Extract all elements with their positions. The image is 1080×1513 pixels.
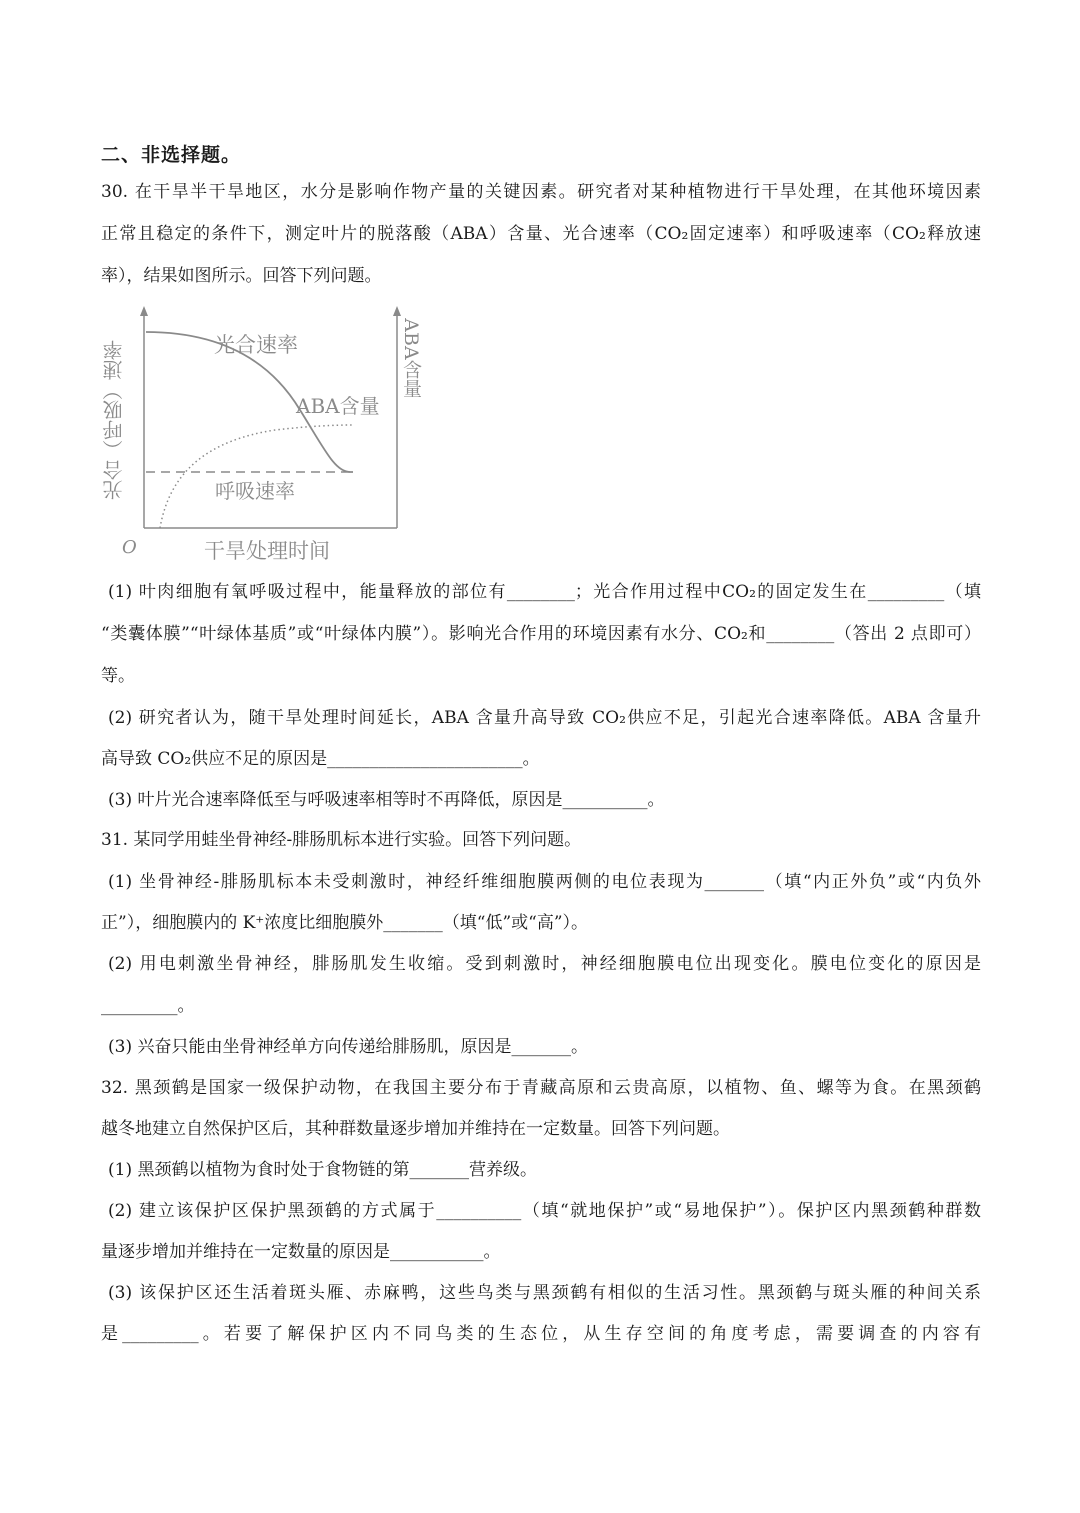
q30-sub2-line-2: 高导致 CO₂供应不足的原因是_______________________。 [101, 749, 540, 769]
q31-stem: 31. 某同学用蛙坐骨神经-腓肠肌标本进行实验。回答下列问题。 [101, 830, 582, 850]
q31-sub2-line-1: (2) 用电刺激坐骨神经，腓肠肌发生收缩。受到刺激时，神经细胞膜电位出现变化。膜电位变化的原因是 [108, 954, 981, 974]
q32-stem-line-1: 32. 黑颈鹤是国家一级保护动物，在我国主要分布于青藏高原和云贵高原，以植物、鱼、螺等为食。在黑颈鹤 [101, 1078, 981, 1098]
q30-sub1-line-1: (1) 叶肉细胞有氧呼吸过程中，能量释放的部位有________；光合作用过程中CO₂的固定发生在_________（填 [108, 582, 981, 602]
q32-sub1: (1) 黑颈鹤以植物为食时处于食物链的第_______营养级。 [108, 1160, 537, 1180]
q31-sub3: (3) 兴奋只能由坐骨神经单方向传递给腓肠肌，原因是_______。 [108, 1037, 588, 1057]
q32-sub2-line-1: (2) 建立该保护区保护黑颈鹤的方式属于__________（填“就地保护”或“易地保护”）。保护区内黑颈鹤种群数 [108, 1201, 981, 1221]
q30-sub1-line-2: “类囊体膜”“叶绿体基质”或“叶绿体内膜”）。影响光合作用的环境因素有水分、CO₂和________（答出 2 点即可） [101, 624, 981, 644]
q31-sub2-line-2: _________。 [101, 996, 195, 1016]
q31-sub1-line-2: 正”），细胞膜内的 K⁺浓度比细胞膜外_______（填“低”或“高”）。 [101, 913, 589, 933]
label-x-axis: 干旱处理时间 [204, 539, 330, 563]
q30-stem-line-2: 正常且稳定的条件下，测定叶片的脱落酸（ABA）含量、光合速率（CO₂固定速率）和呼吸速率（CO₂释放速 [101, 224, 981, 244]
q30-figure-graph [100, 300, 440, 570]
label-aba: ABA含量 [296, 394, 380, 418]
label-y-axis: 光合（呼吸）速率 [102, 340, 126, 500]
q30-sub3: (3) 叶片光合速率降低至与呼吸速率相等时不再降低，原因是__________。 [108, 790, 665, 810]
q32-stem-line-2: 越冬地建立自然保护区后，其种群数量逐步增加并维持在一定数量。回答下列问题。 [101, 1119, 730, 1139]
q30-figure [100, 300, 440, 570]
label-y2-axis: ABA含量 [400, 318, 422, 398]
q32-sub3-line-2: 是_________。若要了解保护区内不同鸟类的生态位，从生存空间的角度考虑，需要调查的内容有 [101, 1324, 981, 1344]
y2-axis-arrow-icon [393, 306, 401, 316]
q31-sub1-line-1: (1) 坐骨神经-腓肠肌标本未受刺激时，神经纤维细胞膜两侧的电位表现为_______（填“内正外负”或“内负外 [108, 872, 981, 892]
label-respiration: 呼吸速率 [215, 479, 295, 503]
section-title: 二、非选择题。 [101, 144, 242, 166]
q32-sub3-line-1: (3) 该保护区还生活着斑头雁、赤麻鸭，这些鸟类与黑颈鹤有相似的生活习性。黑颈鹤与斑头雁的种间关系 [108, 1283, 981, 1303]
y-axis-arrow-icon [140, 306, 148, 316]
q30-stem-line-1: 30. 在干旱半干旱地区，水分是影响作物产量的关键因素。研究者对某种植物进行干旱处理，在其他环境因素 [101, 182, 981, 202]
q30-stem-line-3: 率），结果如图所示。回答下列问题。 [101, 266, 382, 286]
label-photosynthesis: 光合速率 [214, 333, 298, 357]
q30-sub1-line-3: 等。 [101, 666, 135, 686]
q30-sub2-line-1: (2) 研究者认为，随干旱处理时间延长，ABA 含量升高导致 CO₂供应不足，引起光合速率降低。ABA 含量升 [108, 708, 981, 728]
q32-sub2-line-2: 量逐步增加并维持在一定数量的原因是___________。 [101, 1242, 501, 1262]
label-origin: O [122, 537, 137, 558]
curve-aba [160, 425, 352, 528]
